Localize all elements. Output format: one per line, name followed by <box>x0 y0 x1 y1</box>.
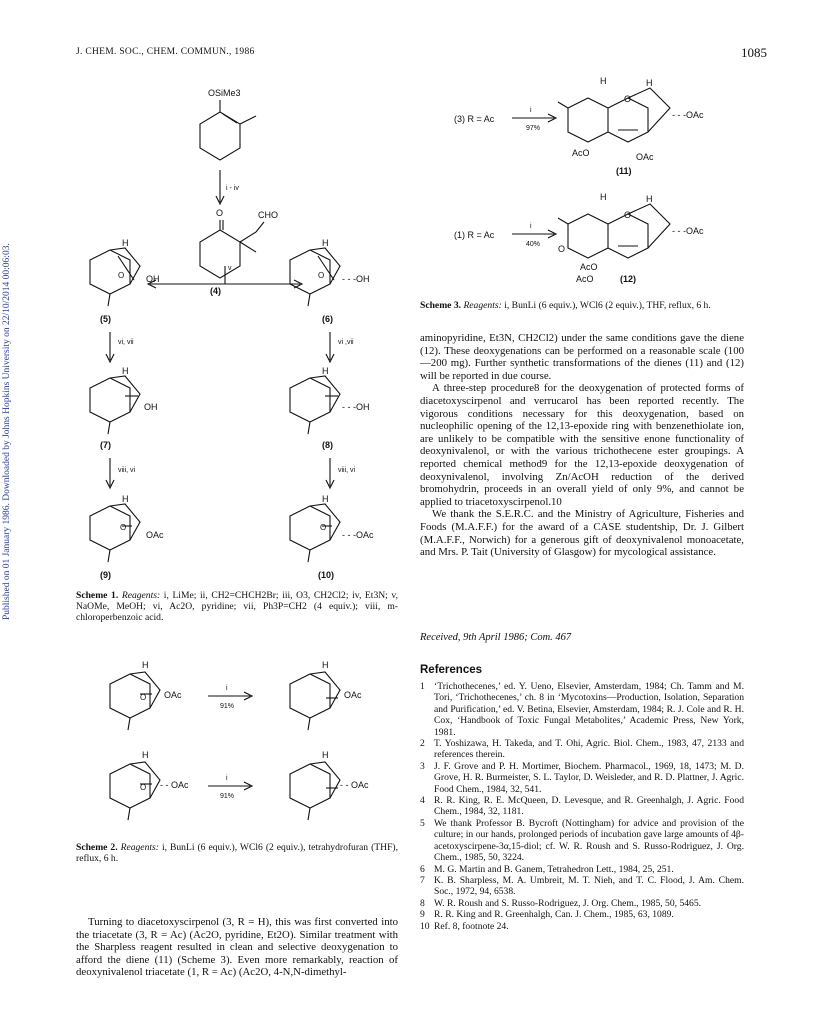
oh-label-7: OH <box>144 402 158 412</box>
s3-aco-3: AcO <box>576 274 594 284</box>
h-label-8: H <box>322 366 329 376</box>
s2-yield-1: 91% <box>220 703 235 710</box>
right-body-paragraph-2: A three-step procedure8 for the deoxygenation of protected forms of diacetoxyscirpenol and verrucarol has been reported recently. The vigorous conditions necessary for this deoxygenation, based on nucleophilic opening of the 12,13-epoxide ring with benzenethiolate ion, are unlikely to be compatible with the sensitive enone functionality of deoxynivalenol, or with the various trichothecene ester groupings. A reported chemical method9 for the 12,13-epoxide deoxygenation of deoxynivalenol, involving Zn/AcOH reduction of the derived bromohydrin, proceeds in an overall yield of only 9%, and cannot be applied to triacetoxyscirpenol.10 <box>420 382 744 508</box>
s2-reagent-1: i <box>226 685 228 692</box>
scheme-3-caption <box>420 300 744 311</box>
reference-number: 4 <box>420 795 425 807</box>
scheme-1-caption-label: Scheme 1. <box>76 590 119 601</box>
scheme-2-caption <box>76 842 398 864</box>
s3-yield-2: 40% <box>526 241 541 248</box>
reference-number: 8 <box>420 897 425 909</box>
s3-aco-2: AcO <box>580 262 598 272</box>
h-label-7: H <box>122 366 129 376</box>
h-label-5: H <box>122 238 129 248</box>
s3-row-1: (3) R = Ac <box>454 114 495 124</box>
o-label-5: O <box>118 271 125 280</box>
reference-text: W. R. Roush and S. Russo-Rodriguez, J. Org. Chem., 1985, 50, 5465. <box>434 897 702 909</box>
oh-label-5: OH <box>146 274 160 284</box>
s3-reagent-1: i <box>530 107 532 114</box>
reference-item <box>420 875 744 898</box>
h-label-9: H <box>122 494 129 504</box>
s3-yield-1: 97% <box>526 125 541 132</box>
reference-text: We thank Professor B. Bycroft (Nottingham) for advice and provision of the culture; in our hands, prolonged periods of incubation gave large amounts of 4β-acetoxyscirpene-3α,15-diol; cf. W. R. Roush and S. Russo-Rodriguez, J. Org. Chem., 1985, 50, 3224. <box>434 817 744 864</box>
arrow-3-label: vi, vii <box>118 339 134 346</box>
reference-number: 7 <box>420 874 425 886</box>
reference-text: M. G. Martin and B. Ganem, Tetrahedron Lett., 1984, 25, 251. <box>434 863 674 875</box>
reference-item <box>420 738 744 761</box>
s2-o-1: O <box>140 693 147 702</box>
arrow-2-label: v <box>228 265 232 272</box>
s3-oac-1: - - -OAc <box>672 110 704 120</box>
s3-h-4: H <box>646 194 653 204</box>
left-body-text <box>76 916 398 979</box>
compound-label-7: (7) <box>100 440 111 450</box>
compound-label-8: (8) <box>322 440 333 450</box>
reference-text: J. F. Grove and P. H. Mortimer, Biochem. Pharmacol., 1969, 18, 1473; M. D. Grove, H. R. Burmeister, S. L. Taylor, D. Weisleder, and R. D. Plattner, J. Agric. Food Chem., 1984, 32, 541. <box>434 760 744 795</box>
scheme-1-caption-text: i, LiMe; ii, CH2=CHCH2Br; iii, O3, CH2Cl2; iv, Et3N; v, NaOMe, MeOH; vi, Ac2O, pyridine; vii, Ph3P=CH2 (4 equiv.); viii, m-chloroperbenzoic acid. <box>76 590 399 624</box>
reference-item <box>420 795 744 818</box>
s2-o-3: O <box>140 783 147 792</box>
scheme-3-caption-reagents: Reagents: <box>463 300 502 311</box>
s2-yield-2: 91% <box>220 793 235 800</box>
compound-label-11: (11) <box>616 166 632 176</box>
reference-item <box>420 681 744 738</box>
s3-oac-2: OAc <box>636 152 654 162</box>
o-label-9: O <box>120 523 127 532</box>
references-list <box>420 681 744 932</box>
scheme-2-caption-text: i, BunLi (6 equiv.), WCl6 (2 equiv.), tetrahydrofuran (THF), reflux, 6 h. <box>76 842 398 865</box>
compound-label-6: (6) <box>322 314 333 324</box>
s3-o-3: O <box>558 244 566 254</box>
scheme-2-caption-reagents: Reagents: <box>120 842 159 853</box>
s2-reagent-2: i <box>226 775 228 782</box>
reference-number: 3 <box>420 760 425 772</box>
scheme-1-caption <box>76 590 398 624</box>
s3-oac-3: - - -OAc <box>672 226 704 236</box>
o-label-10: O <box>320 523 327 532</box>
scheme-1-caption-reagents: Reagents: <box>121 590 161 601</box>
download-notice: Published on 01 January 1986. Downloaded by Johns Hopkins University on 22/10/2014 00:06:03. <box>2 243 12 620</box>
arrow-6-label: viii, vi <box>338 467 356 474</box>
reference-number: 5 <box>420 817 425 829</box>
reference-text: Ref. 8, footnote 24. <box>434 920 509 932</box>
reference-item <box>420 818 744 864</box>
compound-label-9: (9) <box>100 570 111 580</box>
scheme-3-caption-label: Scheme 3. <box>420 300 462 311</box>
scheme-2-caption-label: Scheme 2. <box>76 842 118 853</box>
osime3-label: OSiMe3 <box>208 88 241 98</box>
reference-item <box>420 761 744 795</box>
reference-item <box>420 898 744 909</box>
o-label-6: O <box>318 271 325 280</box>
oac-label-9: OAc <box>146 530 164 540</box>
right-body-paragraph-1: aminopyridine, Et3N, CH2Cl2) under the same conditions gave the diene (12). These deoxygenations can be performed on a reasonable scale (100—200 mg). Further synthetic transformations of the dienes (11) and (12) will be reported in due course. <box>420 332 744 382</box>
page-number: 1085 <box>741 45 767 60</box>
scheme-3-caption-text: i, BunLi (6 equiv.), WCl6 (2 equiv.), THF, reflux, 6 h. <box>504 300 711 311</box>
reference-text: R. R. King and R. Greenhalgh, Can. J. Chem., 1985, 63, 1089. <box>434 909 674 921</box>
s3-h-3: H <box>600 192 607 202</box>
reference-number: 2 <box>420 738 425 750</box>
right-body-paragraph-3: We thank the S.E.R.C. and the Ministry of Agriculture, Fisheries and Foods (M.A.F.F.) for the award of a CASE studentship, Dr. J. Gilbert (M.A.F.F., Norwich) for a generous gift of deoxynivalenol monoacetate, and Mrs. P. Tait (University of Glasgow) for mycological assistance. <box>420 508 744 559</box>
reference-text: K. B. Sharpless, M. A. Umbreit, M. T. Nieh, and T. C. Flood, J. Am. Chem. Soc., 1972, 94, 6538. <box>434 874 744 898</box>
reference-item <box>420 909 744 920</box>
reference-text: ‘Trichothecenes,’ ed. Y. Ueno, Elsevier, Amsterdam, 1984; Ch. Tamm and M. Tori, ‘Trichothecenes,’ ch. 8 in ‘Mycotoxins—Production, Isolation, Separation and Purification,’ ed. V. Betina, Elsevier, Amsterdam, 1984; R. J. Cole and R. H. Cox, ‘Handbook of Toxic Fungal Metabolites,’ Academic Press, New York, 1981. <box>434 681 744 738</box>
s3-row-2: (1) R = Ac <box>454 230 495 240</box>
reference-number: 9 <box>420 909 425 921</box>
s2-oac-1: OAc <box>164 690 182 700</box>
s2-h-1: H <box>142 660 149 670</box>
s2-oac-2: OAc <box>344 690 362 700</box>
oh-label-6: - - -OH <box>342 274 370 284</box>
arrow-1-label: i - iv <box>226 185 239 192</box>
scheme-2-drawing <box>90 660 410 840</box>
s2-h-4: H <box>322 750 329 760</box>
reference-number: 10 <box>420 920 430 932</box>
s3-o-2: O <box>624 210 632 220</box>
arrow-4-label: vi ,vii <box>338 339 354 346</box>
s2-h-3: H <box>142 750 149 760</box>
received-line: Received, 9th April 1986; Com. 467 <box>420 632 572 643</box>
left-body-paragraph: Turning to diacetoxyscirpenol (3, R = H), this was first converted into the triacetate (3, R = Ac) (Ac2O, pyridine, Et2O). Similar treatment with the Sharpless reagent resulted in clean and selective deoxygenation to afford the diene (11) (Scheme 3). Even more remarkably, reaction of deoxynivalenol triacetate (1, R = Ac) (Ac2O, 4-N,N-dimethyl- <box>76 916 398 979</box>
reference-text: R. R. King, R. E. McQueen, D. Levesque, and R. Greenhalgh, J. Agric. Food Chem., 1984, 32, 1181. <box>434 795 744 818</box>
h-label-6: H <box>322 238 329 248</box>
cho-label: CHO <box>258 210 278 220</box>
s2-oac-4: - - OAc <box>340 780 369 790</box>
scheme-1-drawing <box>60 70 400 590</box>
compound-label-10: (10) <box>318 570 335 580</box>
reference-item <box>420 921 744 932</box>
h-label-10: H <box>322 494 329 504</box>
compound-label-12: (12) <box>620 274 637 284</box>
compound-label-4: (4) <box>210 286 221 296</box>
oh-label-8: - - -OH <box>342 402 370 412</box>
s3-h-2: H <box>646 78 653 88</box>
running-header: J. CHEM. SOC., CHEM. COMMUN., 1986 <box>76 47 255 57</box>
s3-h-1: H <box>600 76 607 86</box>
reference-item <box>420 864 744 875</box>
oac-label-10: - - -OAc <box>342 530 374 540</box>
arrow-5-label: viii, vi <box>118 467 136 474</box>
s2-h-2: H <box>322 660 329 670</box>
s2-oac-3: - - OAc <box>160 780 189 790</box>
compound-label-5: (5) <box>100 314 111 324</box>
references-heading: References <box>420 664 483 676</box>
right-body-text <box>420 332 744 559</box>
o-label-4: O <box>216 208 224 218</box>
s3-aco-1: AcO <box>572 148 590 158</box>
scheme-3-drawing <box>440 68 750 298</box>
reference-text: T. Yoshizawa, H. Takeda, and T. Ohi, Agric. Biol. Chem., 1983, 47, 2133 and references therein. <box>434 738 744 761</box>
s3-o-1: O <box>624 94 632 104</box>
s3-reagent-2: i <box>530 223 532 230</box>
reference-number: 1 <box>420 681 425 692</box>
reference-number: 6 <box>420 863 425 875</box>
